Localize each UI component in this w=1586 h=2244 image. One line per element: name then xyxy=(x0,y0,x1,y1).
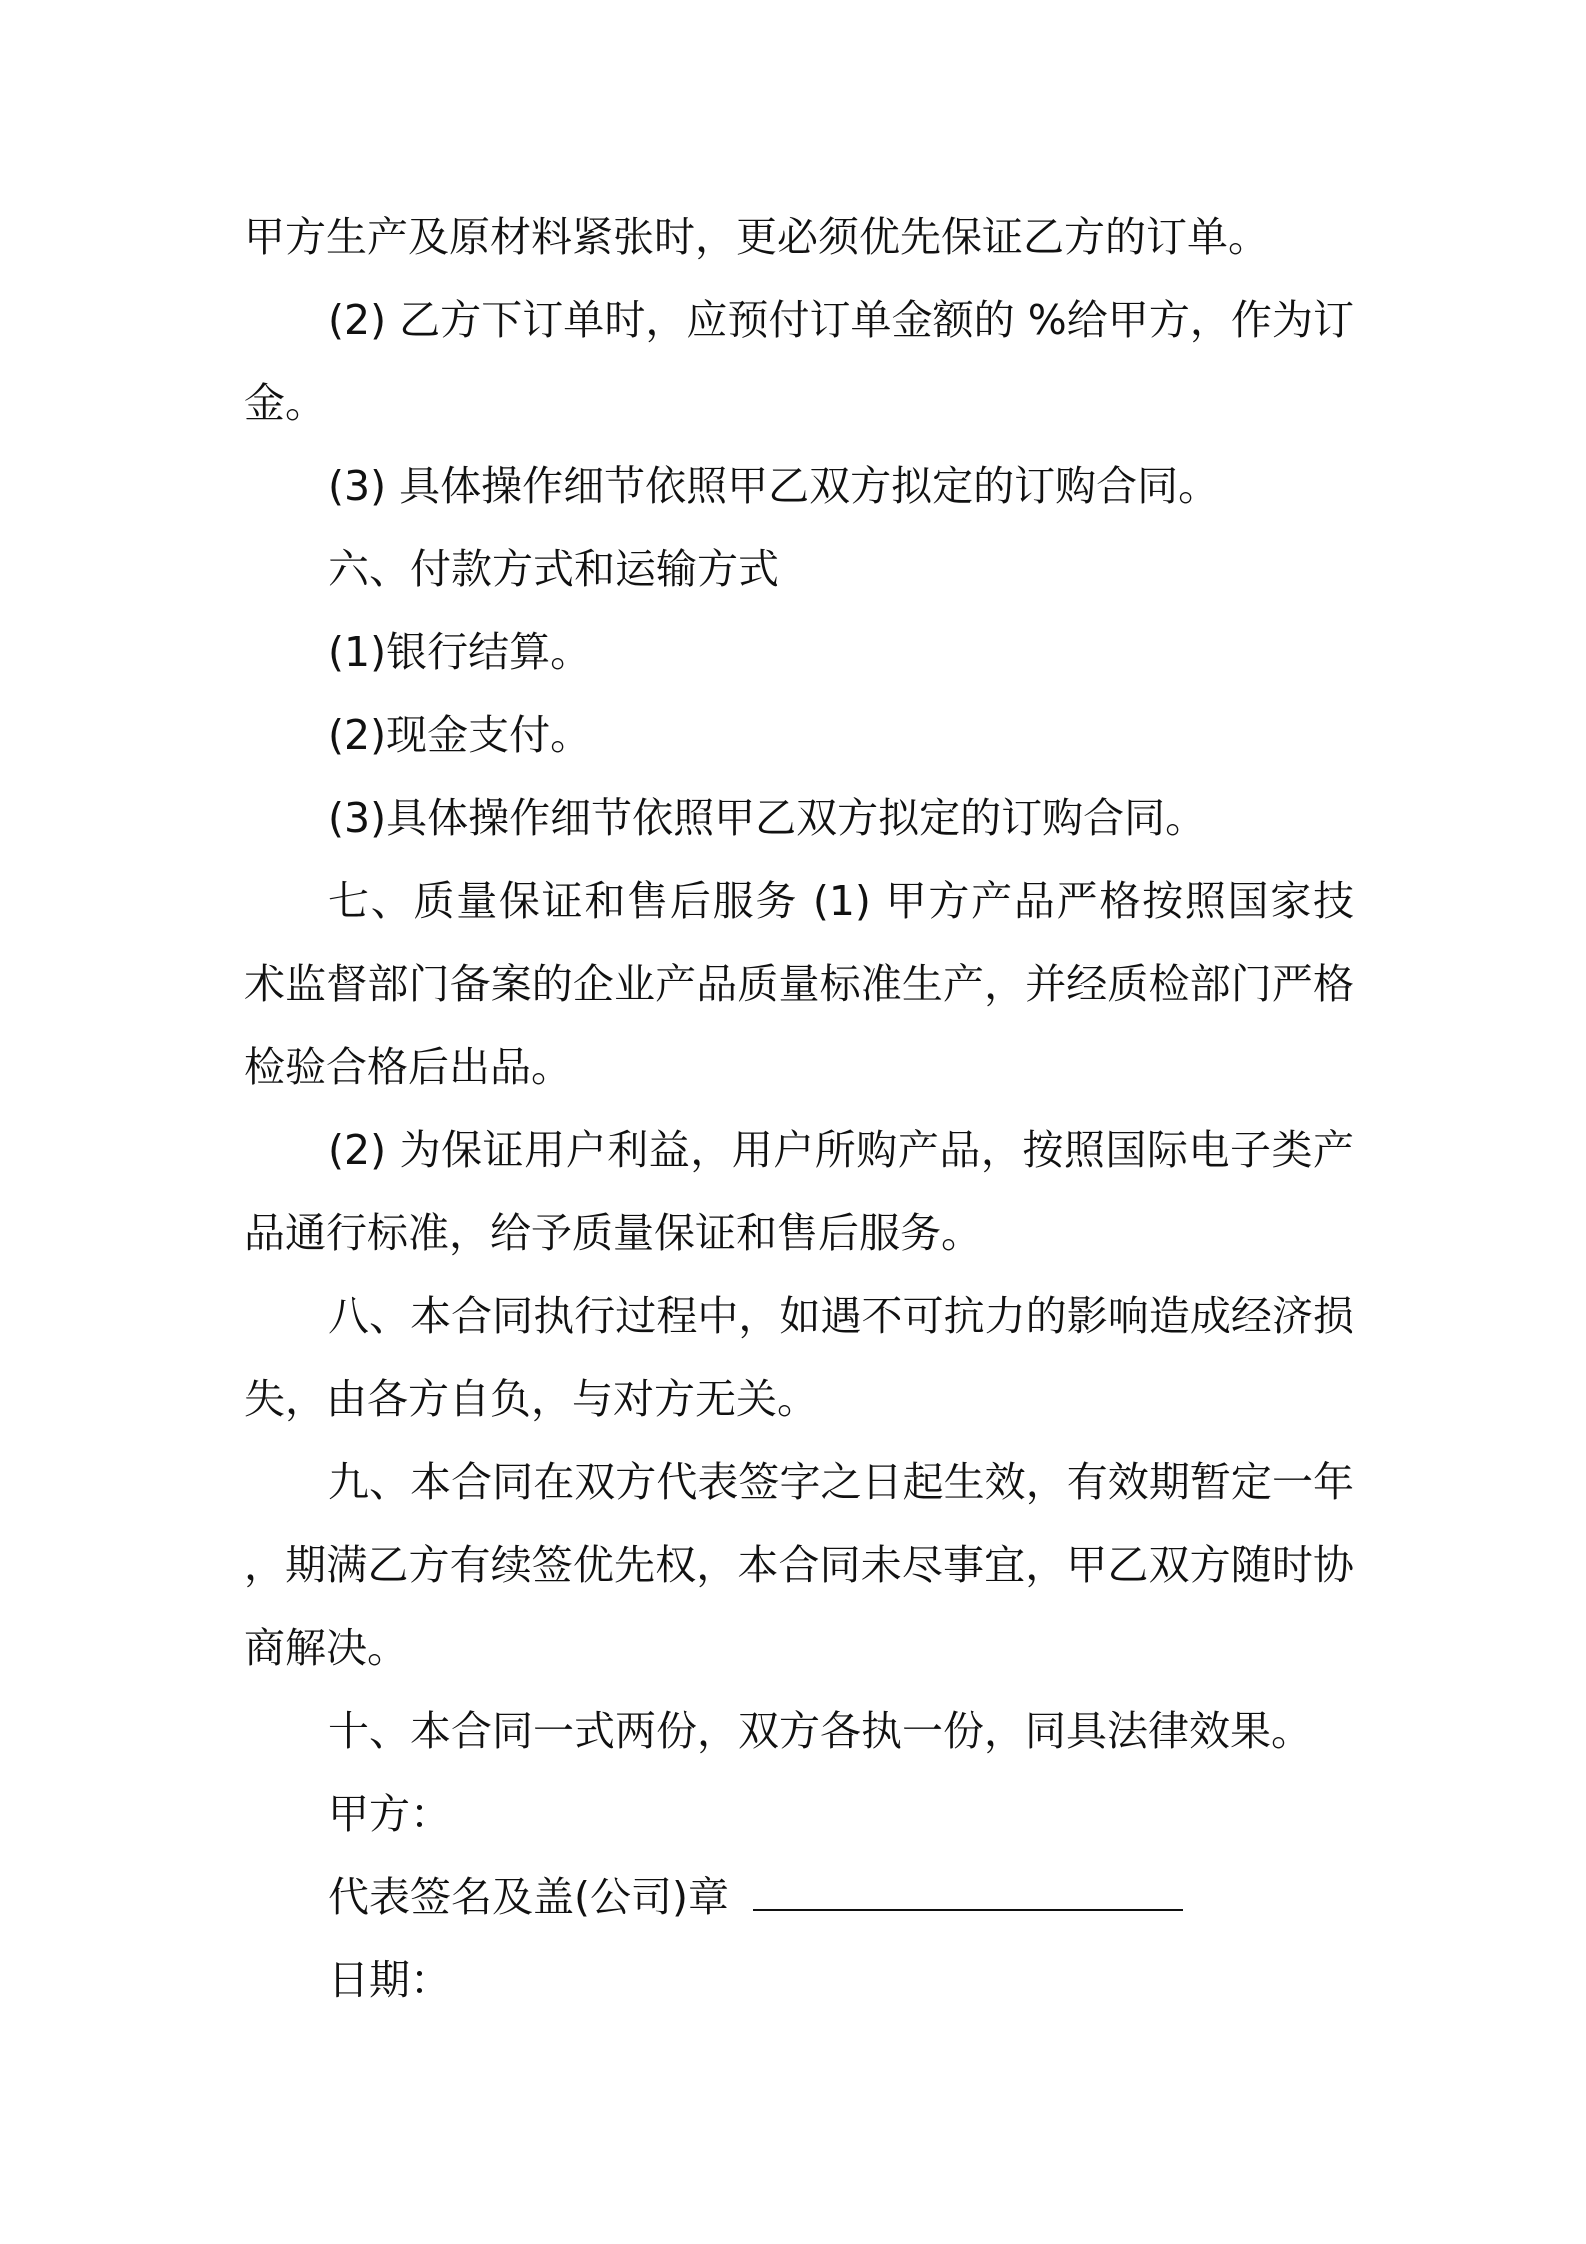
paragraph-copies: 十、本合同一式两份，双方各执一份，同具法律效果。 xyxy=(328,1707,1312,1755)
paragraph-bank-settlement: (1)银行结算。 xyxy=(328,628,592,676)
paragraph-continuation: 甲方生产及原材料紧张时，更必须优先保证乙方的订单。 xyxy=(244,213,1269,261)
paragraph-user-interest: (2) 为保证用户利益，用户所购产品，按照国际电子类产品通行标准，给予质量保证和售后服务。 xyxy=(244,1126,1354,1257)
paragraph-advance-payment: (2) 乙方下订单时，应预付订单金额的 %给甲方，作为订金。 xyxy=(244,296,1354,427)
contract-body xyxy=(244,196,1354,2022)
signature-row xyxy=(244,1856,1354,1939)
paragraph-payment-details: (3)具体操作细节依照甲乙双方拟定的订购合同。 xyxy=(328,794,1207,842)
paragraph-cash-payment: (2)现金支付。 xyxy=(328,711,592,759)
signature-line xyxy=(753,1869,1183,1911)
section-heading-payment-transport: 六、付款方式和运输方式 xyxy=(328,545,779,593)
paragraph-order-details: (3) 具体操作细节依照甲乙双方拟定的订购合同。 xyxy=(328,462,1220,510)
paragraph-quality-assurance: 七、质量保证和售后服务 (1) 甲方产品严格按照国家技术监督部门备案的企业产品质量标准生产，并经质检部门严格检验合格后出品。 xyxy=(244,877,1354,1091)
date-label: 日期： xyxy=(328,1956,451,2004)
paragraph-effective-date: 九、本合同在双方代表签字之日起生效，有效期暂定一年，期满乙方有续签优先权，本合同未尽事宜，甲乙双方随时协商解决。 xyxy=(244,1458,1354,1672)
party-a-label: 甲方： xyxy=(328,1790,451,1838)
paragraph-force-majeure: 八、本合同执行过程中，如遇不可抗力的影响造成经济损失，由各方自负，与对方无关。 xyxy=(244,1292,1354,1423)
signature-label: 代表签名及盖(公司)章 xyxy=(328,1873,729,1921)
